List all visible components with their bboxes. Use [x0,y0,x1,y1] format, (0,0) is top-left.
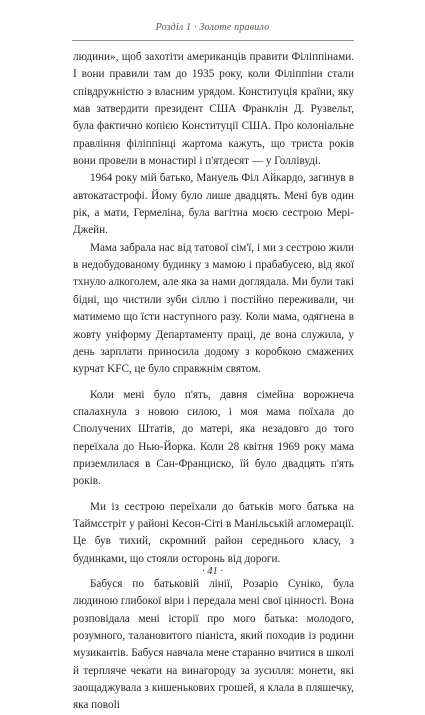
paragraph: Коли мені було п'ять, давня сімейна ворожнеча спалахнула з новою силою, і моя мама поїхала до Сполучених Штатів, до матері, яка незадовго до того переїхала до Нью-Йорка. Коли 28 квітня 1969 року мама приземлилася в Сан-Франциско, їй було двадцять п'ять років. [73,388,354,488]
paragraph: Бабуся по батьковій лінії, Розаріо Суніко, була людиною глибокої віри і передала мені свої цінності. Вона розповідала мені історії про мого батька: молодого, розумного, талановитого піаніста, який походив із родини музикантів. Бабуся навчала мене старанно вчитися в школі й терпляче чекати на винагороду за зусилля: монети, які заощаджувала з кишенькових грошей, я клала в пляшечку, яка повolі [73,577,354,712]
body-text [73,49,354,715]
page-number: · 41 · [202,566,223,577]
paragraph: людини», щоб захотіти американців правити Філіппінами. І вони правили там до 1935 року, коли Філіппіни стали співдружністю з власним урядом. Конституція країни, яку мав затвердити президент США Франклін Д. Рузвельт, була фактично копією Конституції США. Про колоніальне правління філіппінці жартома кажуть, що триста років вони провели в монастирі і п'ятдесят — у Голлівуді. [73,51,354,168]
paragraph: Ми із сестрою переїхали до батьків мого батька на Таймсстріт у районі Кесон-Сіті в Манільській агломерації. Це був тихий, скромний район середнього класу, з будинками, що стояли осторонь від дороги. [73,500,354,565]
paragraph: Мама забрала нас від татової сім'ї, і ми з сестрою жили в недобудованому будинку з мамою і прабабусею, від якої тхнуло алкоголем, але яка за нами доглядала. Ми були такі бідні, що чистили зуби сіллю і постійно переживали, чи матимемо що їсти наступного разу. Коли мама, одягнена в жовту уніформу Департаменту праці, де вона служила, у день зарплати приносила додому з коробкою смажених курчат KFC, це було справжнім святом. [73,241,354,376]
header-rule [72,40,354,41]
running-head: Розділ 1 · Золоте правило [155,22,270,33]
paragraph: 1964 року мій батько, Мануель Філ Айкардо, загинув в автокатастрофі. Йому було лише двадцять. Мені був один рік, а мати, Гермеліна, була вагітна моєю сестрою Мері-Джейн. [73,172,354,237]
